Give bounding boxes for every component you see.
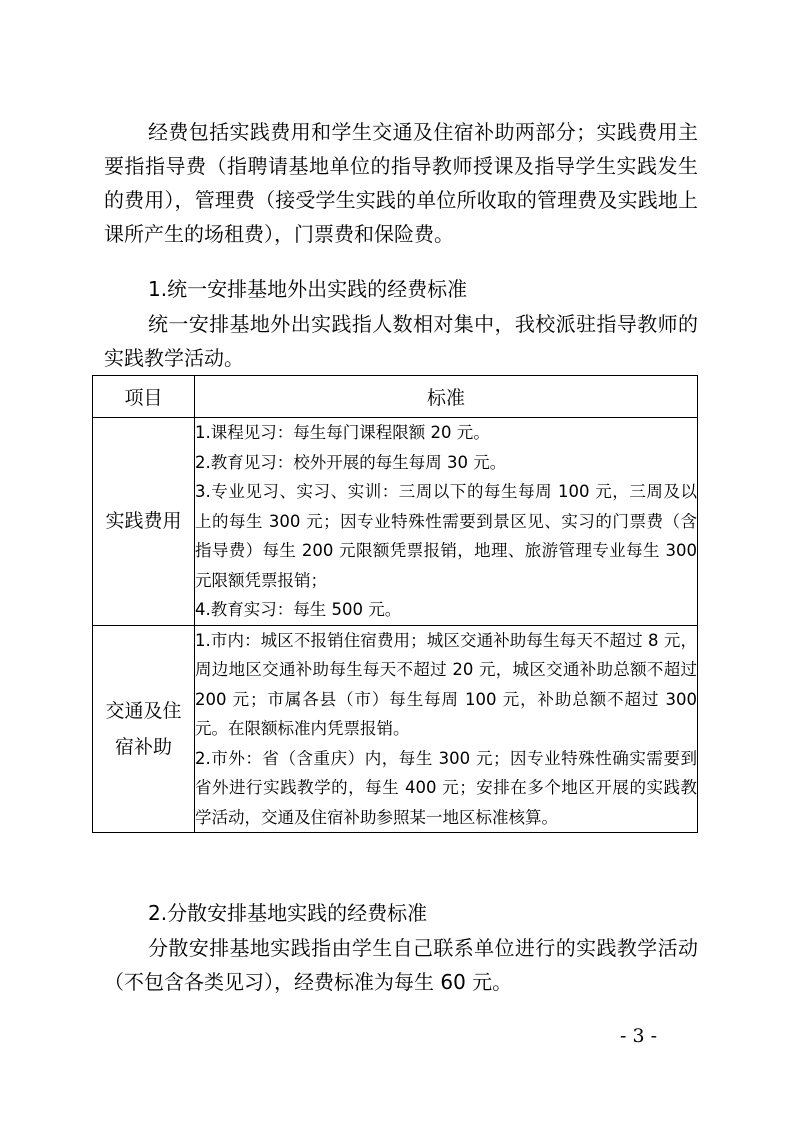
row-item-practice-fee: 实践费用 bbox=[93, 418, 195, 626]
table-row bbox=[93, 418, 698, 626]
standard-line: 2.市外：省（含重庆）内，每生 300 元；因专业特殊性确实需要到省外进行实践教学的，每生 400 元；安排在多个地区开展的实践教学活动，交通及住宿补助参照某一地区标准核算。 bbox=[195, 748, 697, 827]
standard-line: 2.教育见习：校外开展的每生每周 30 元。 bbox=[195, 452, 507, 472]
row-item-line: 宿补助 bbox=[114, 735, 172, 758]
section1-paragraph: 统一安排基地外出实践指人数相对集中，我校派驻指导教师的实践教学活动。 bbox=[104, 312, 698, 370]
page-number: - 3 - bbox=[620, 1025, 658, 1047]
table-header-row bbox=[93, 376, 698, 418]
section1-heading: 1.统一安排基地外出实践的经费标准 bbox=[148, 277, 468, 301]
row-item-line: 交通及住 bbox=[105, 699, 182, 722]
header-standard: 标准 bbox=[195, 376, 698, 418]
section2-paragraph: 分散安排基地实践指由学生自己联系单位进行的实践教学活动（不包含各类见习），经费标准为每生 60 元。 bbox=[104, 936, 698, 994]
standard-line: 1.课程见习：每生每门课程限额 20 元。 bbox=[195, 423, 490, 442]
section2-heading: 2.分散安排基地实践的经费标准 bbox=[148, 901, 428, 925]
standards-table bbox=[92, 375, 698, 833]
intro-paragraph: 经费包括实践费用和学生交通及住宿补助两部分；实践费用主要指指导费（指聘请基地单位的指导教师授课及指导学生实践发生的费用），管理费（接受学生实践的单位所收取的管理费及实践地上课所产生的场租费），门票费和保险费。 bbox=[104, 120, 698, 246]
row-standard-transport-lodging bbox=[195, 625, 698, 833]
header-item: 项目 bbox=[93, 376, 195, 418]
standard-line: 1.市内：城区不报销住宿费用；城区交通补助每生每天不超过 8 元，周边地区交通补助每生每天不超过 20 元，城区交通补助总额不超过 200 元；市属各县（市）每生每周 100 元，补助总额不超过 300 元。在限额标准内凭票报销。 bbox=[195, 630, 697, 738]
table-row bbox=[93, 625, 698, 833]
standard-line: 4.教育实习：每生 500 元。 bbox=[195, 600, 402, 619]
row-standard-practice-fee bbox=[195, 418, 698, 626]
row-item-transport-lodging bbox=[93, 625, 195, 833]
standard-line: 3.专业见习、实习、实训：三周以下的每生每周 100 元，三周及以上的每生 300 元；因专业特殊性需要到景区见、实习的门票费（含指导费）每生 200 元限额凭票报销，地理、旅游管理专业每生 300 元限额凭票报销； bbox=[195, 482, 697, 590]
